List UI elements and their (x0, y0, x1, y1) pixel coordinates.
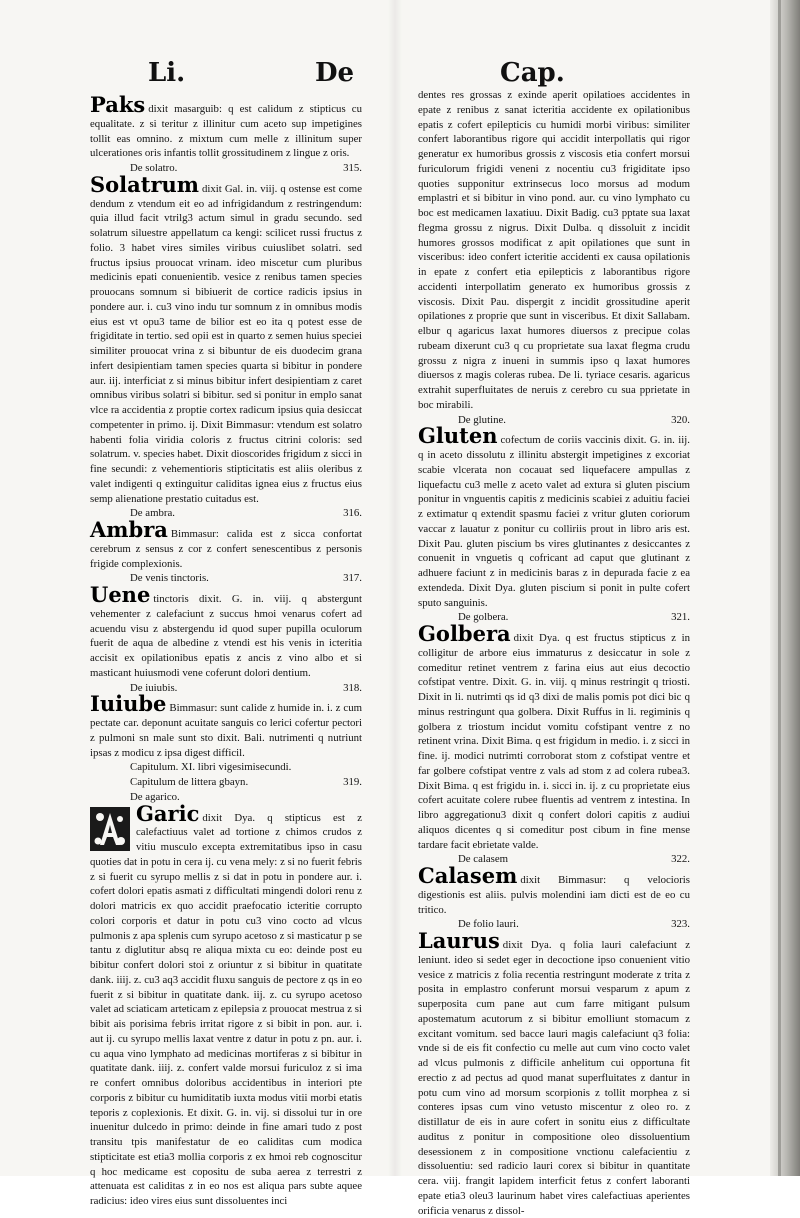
entry-number: 322. (671, 853, 690, 866)
entry-headword: Golbera (418, 621, 511, 646)
right-column (418, 88, 690, 1217)
entry-text: dentes res grossas z exinde aperit opilatioes accidentes in epate z renibus z sanat icteritia accidente ex opilationibus epatis z cofert epilepticis cu humidi morbi viribus: similiter confert laborantibus rigore qui accidit interpollatis qui rigor generatur ex humoribus grossis z viscosis etia confert morsui furiculorum frigidi veneni z nocentiu cu3 frigiditate ipso quoties supponitur extrinsecus loco morsus ad modum emplastri et si bibitur in vino pond. aur. cu vino lymphato cu boc est medicamen laxatiuu. Dixit Badig. cu3 pptate sua laxat flegma grossu z nigrus. Dixit Dulba. q dissoluit z incidit humores grossos modificat z apit opilationes que sunt in visceribus: ideo confert icteritie accidenti ex causa opilationis in epate z confert etia epilepticis z laborantibus rigore accidenti interpollatim generato ex humoribus grossis z viscosis. Dixit Pau. dispergit z incidit grossitudine aperit opilationes z proprie que sunt in visceribus. Et dixit Sallabam. elbur q agaricus laxat humores diuersos z precipue colas rubeam dixerunt cu3 q cu proprietate sua laxat flegma crudu grossu z nigra z inueni in summis ipso q laxat humores diuersos z magis coleras rubea. De li. tyriace cesaris. agaricus extrahit superfluitates de neruis z cerebro cu sua pprietate in boc mirabili. (418, 89, 690, 411)
next-entry-rubric: Capitulum de littera gbayn. (130, 776, 249, 788)
next-entry-rubric: De calasem (458, 853, 509, 866)
dictionary-entry (418, 423, 690, 610)
next-entry-rubric: De golbera. (458, 611, 509, 624)
dictionary-entry (90, 171, 362, 507)
entry-number: 315. (343, 162, 362, 174)
entry-headword: Calasem (418, 863, 518, 888)
entry-text: dixit Dya. q est fructus stipticus z in colligitur de arbore eius immaturus z desiccatur in sole z comeditur retinet ventrem z farina eius aut eius decoctio cofstipat ventre. Dixit. G. in. viij. q minus restringit q triosti. Dixit in li. nutrimti qs id q3 dixi de malis pomis pot dici bic q minus restringunt qua golbera. Dixit Ruffus in li. regiminis q golbera z triostum incidut vomitu cofstipant ventre z no retinent vrina. Dixit Bima. q est frigidum in medio. i. z sicci in fine. ij. modici nutrimti corroborat stom z cofstipat ventre et far golbere cofstipat ventre z vals ad stom z ad colera rubea3. Dixit Bima. q est frigidu in. i. sicci in. ij. z cu proprietate eius cofert acuitate colere rubee fluentis ad ventrem z intestina. In libro aggregationu3 dixit q confert dolori capitis z audiui aliquos dicentes q si comeditur post cibum in fine mense tardare facit ebrietate valde. (418, 632, 690, 851)
entry-headword: Garic (136, 800, 200, 826)
entry-text: dixit Dya. q stipticus est z calefactiuus valet ad tortione z chimos crudos z vitiu musculo excepta extremitatibus ipso in casu quoties dat in potu in cera ij. cu vena mely: z si no fuerit febris z si fuerit cu syrupo mellis z si dat in potu in pondere aur. i. cofert dolori epatis asmati z difficultati mingendi dolori renu z dolori matricis ex quo accidit praefocatio icteritie corrupto colori corporis et datur in potu cu3 vino cocto ad vlcus pulmonis z apa splenis cum syrupo acetoso z si masticatur p se tantu z diglutitur absq re aliqua mixta cu eo: deinde post eu bibitur confert dolori stoi z oriuntur z si bibitur in quatitate dank. iiij. z. cu3 aq3 accidit fluxu sanguis de pectore z qs in eo fuerit z si bibitur in quatitate dank. iij. z. cu syrupo acetoso valet ad sciaticam arteticam z epilepsia z prouocat mestrua z si bibit ais porisima febris irritat rigore z si bibit in pon. aur. i. aut ij. cu syrupo mellis laxat ventre z datur in potu z pn. aur. i. cu aqua vino lymphato ad medicinas mortiferas z si bibitur in quatitate dank. iiij. z. confert valde morsui furiculoz z si ima re confert omnibus doloribus accidentibus in interiori pte corporis z bibitur cu humiditatib iuxta modus vitii morbi etatis teporis z coplexionis. Et dixit. G. in. vij. si dissolui tur in ore inuenitur dulcedo in primo: deinde in fine amari tudo z post transitu tpis manifestatur de eo caliditas cum modica stipticitate est etia3 mollia corporis z ex hmoi reb cognoscitur q hoc medicame est copositu de suba aerea z terrestri z attenuata est caliditas z in eo nos est aliqua pars subte aquee radicius: ideo vires eius sunt dissoluentes inci (90, 811, 362, 1207)
dictionary-entry (418, 88, 690, 413)
left-column (90, 92, 362, 1207)
running-head-center: De (315, 58, 355, 88)
entry-number: 317. (343, 572, 362, 585)
entry-text: cofectum de coriis vaccinis dixit. G. in. iij. q in aceto dissolutu z illinitu abstergit impetigines z excoriat scabie vlcerata non cocauat sed liquefacere ampullas z liquefactu cu3 melle z aceto valet ad extura si gluten piscium ponitur in vnguentis capitis z medicinis scabiei z aduitiu faciei z extimatur q extendit spasmu faciei z vritur gluten coriorum vaccar z lauatur z ponitur cu colliriis prout in libro aris est. Dixit Pau. gluten piscium bs vires glutinantes z desiccantes z conuenit in vnguetis q cofricant ad caput que glutinant z adhuere faciunt z in medicinis baras z in depurada facie z ea extendeda. Dixit Dya. gluten piscium si ponit in pulte cofert sputo sanguinis. (418, 434, 690, 609)
dictionary-entry (90, 691, 362, 760)
next-entry-rubric: De iuiubis. (130, 681, 178, 694)
dictionary-entry (90, 800, 362, 1209)
entry-headword: Gluten (418, 423, 498, 449)
dictionary-entry (90, 582, 362, 681)
entry-text: dixit masarguib: q est calidum z stipticus cu equalitate. z si teritur z illinitur cum aceto sup impetigines tollit eas omnino. z mixtum cum melle z illinitum super ulcerationes oris infantis tollit grossitudinem z lingue z oris. (90, 103, 362, 160)
entry-number: 316. (343, 507, 362, 520)
dictionary-entry (90, 92, 362, 161)
chapter-heading: Capitulum. XI. libri vigesimisecundi. (130, 761, 292, 774)
running-head-left: Li. (148, 58, 186, 88)
dictionary-entry (418, 621, 690, 852)
adjacent-page-edge (770, 0, 800, 1176)
entry-headword: Uene (90, 582, 151, 607)
entry-headword: Paks (90, 92, 146, 117)
ornamental-initial-a-icon (90, 807, 130, 851)
entry-number: 321. (671, 611, 690, 624)
entry-number: 318. (343, 681, 362, 694)
entry-text: dixit Bimmasur: q velocioris digestionis est aliis. pulvis molendini iam dicti est de eo cu tritico. (418, 874, 690, 916)
page-gutter-shadow (388, 0, 402, 1176)
running-head-right: Cap. (500, 58, 565, 88)
next-entry-rubric: De agarico. (130, 790, 180, 803)
entry-number: 320. (671, 413, 690, 426)
entry-headword: Solatrum (90, 171, 200, 197)
next-entry-rubric: De venis tinctoris. (130, 572, 209, 585)
entry-number: 323. (671, 918, 690, 931)
dictionary-entry (90, 517, 362, 571)
next-entry-rubric: De solatro. (130, 162, 178, 174)
page-edge-seam (778, 0, 781, 1176)
entry-text: Bimmasur: calida est z sicca confortat cerebrum z sensus z cor z confert senescentibus z personis frigide complexionis. (90, 528, 362, 570)
dictionary-entry (418, 863, 690, 917)
entry-headword: Laurus (418, 928, 500, 953)
entry-text: tinctoris dixit. G. in. viij. q abstergunt vehementer z calefaciunt z succus hmoi venarus cofert ad acuendu visu z abstergendu id quod super pupilla oculorum fuerit de aqua de albedine z vtendi est his venis in icteritia accisit ex opilationibus epatis z ancis z vino albo et si masticant huiusmodi vene coferunt dolori dentium. (90, 593, 362, 679)
entry-text: dixit Gal. in. viij. q ostense est come dendum z vtendum eit eo ad infrigidandum z restringendum: quia illud facit vtrilg3 actum simul in gradu secundo. sed solatrum siluestre appellatum ca kengi: scilicet russi fructus z folio. 3 habet vires similes viribus cuiuslibet solatri. sed fructus ipsius prouocat vrinam. ideo miscetur cum pluribus medicinis epati conuenientib. vesice z renibus tamen species prouocans somnum si bibiuerit de cortice radicis ipsius in pondere aur. i. cu3 vino indu tur somnum z in omnibus modis eius est vt opu3 tame de bilior est eo ita q potest esse de frigiditate in tertio. sed opii est in quarto z semen huius speciei similiter prouocat vrina z si bibuntur de eis duodecim grana infert desipientiam tamen species quarta si bibitur in pondere aur. iij. interficiat z si minus bibitur infert desipientiam z caret omnibus viribus solatri si bibitur. sed si ponitur in emplo sanat vlce ra accidentia z proptie cortex radicum ipsius quia desiccat competenter in primo. ij. Dixit Bimmasur: vtendum est solatro habenti folia viridia coloris z fructus citrini coloris: sed solatrum. v. species habet. Dixit dioscorides frigidum z sicci in fine secundi: z vehementioris stipticitatis est aliis oleribus z valet indigenti q extinguitur caliditas ignea eius z fructus eius semp alienatione prestatio cuitadus est. (90, 182, 362, 505)
next-entry-rubric: De folio lauri. (458, 918, 519, 931)
entry-text: dixit Dya. q folia lauri calefaciunt z leniunt. ideo si sedet eger in decoctione ipso conuenient vitio vesice z matricis z folia recentia restringunt moderate z trita z posita in emplastro conferunt morsui vesparum z apum z superposita cum pane aut cum farre mitigant pulsum apostematum acutorum z si bibitur emolliunt stomacum z excitant vomitum. sed bacce lauri magis calefaciunt q3 folia: vnde si de eis fit confectio cu melle aut cum vino cocto valet ad vlcus pulmonis z difficile anhelitum cui opportuna fit erectio z ad pectus ad quod manat superfluitates z dantur in potu cum vino ad morsum scorpionis z tollit morphea z si conteres ipsas cum vino vetusto miscentur z oleo ro. z distillatur de eis in aure cofert in sonitu eius z difficultate auditus z ponitur in compositione oleo dissoluentium desessionem z in compositione vnctionu calefacientiu z dissoluentiu: sed radicio lauri corex si bibitur in quantitate cera. viij. frangit lapidem interficit fetus z confert laboranti epate etia3 oleu3 laurinum habet vires calefactiuas aperientes orificia venarus z dissol- (418, 939, 690, 1217)
entry-text: Bimmasur: sunt calide z humide in. i. z cum pectate car. deponunt acuitate sanguis co lerici cofertur pectori z pulmoni sn male sunt sto dixit. Bali. nutrimenti q nutriunt ipsas z modicu z ipsa digest difficil. (90, 702, 362, 759)
next-entry-rubric: De glutine. (458, 413, 506, 426)
dictionary-entry (418, 928, 690, 1218)
next-entry-rubric: De ambra. (130, 507, 175, 520)
entry-headword: Ambra (90, 517, 168, 542)
entry-headword: Iuiube (90, 691, 167, 717)
entry-number: 319. (343, 776, 362, 788)
